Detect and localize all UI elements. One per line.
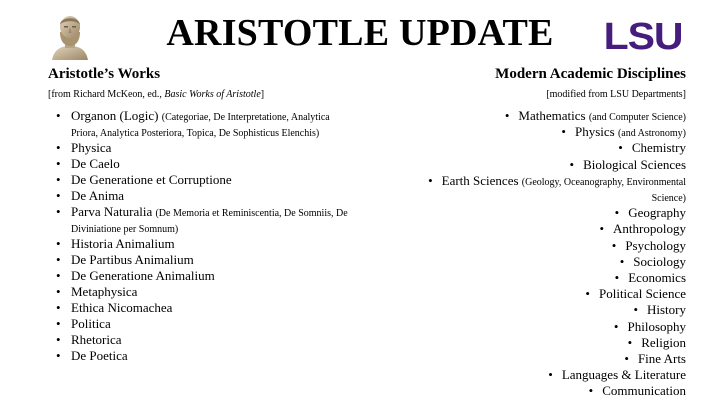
discipline-note: (and Astronomy) (617, 128, 686, 140)
work-title: De Poetica (71, 348, 128, 363)
work-title: Organon (Logic) (71, 108, 159, 123)
source-book-title: Basic Works of Aristotle (164, 89, 261, 100)
bullet-icon: • (56, 140, 61, 155)
list-item (366, 351, 686, 367)
list-item (366, 140, 686, 156)
discipline-name: Fine Arts (637, 351, 686, 367)
bullet-icon: • (614, 270, 620, 286)
list-item (48, 188, 348, 204)
discipline-name: Philosophy (627, 318, 686, 334)
slide-title: ARISTOTLE UPDATE (166, 12, 554, 54)
list-item (48, 140, 348, 156)
bullet-icon: • (619, 253, 625, 269)
list-item (366, 319, 686, 335)
list-item (366, 221, 686, 237)
discipline-name: Physics (574, 124, 615, 140)
bullet-icon: • (624, 351, 629, 367)
list-item (48, 316, 348, 332)
aristotle-works-source (48, 88, 348, 102)
bullet-icon: • (548, 367, 553, 383)
list-item (48, 284, 348, 300)
source-prefix: [from Richard McKeon, ed., (48, 89, 165, 100)
list-item (366, 124, 686, 140)
bullet-icon: • (56, 236, 61, 251)
work-title: De Partibus Animalium (71, 252, 194, 267)
list-item (48, 108, 348, 140)
bullet-icon: • (56, 204, 61, 219)
modern-disciplines-list (366, 108, 686, 400)
discipline-name: Political Science (598, 286, 686, 302)
work-title: De Anima (71, 188, 125, 203)
work-title: De Generatione et Corruptione (71, 172, 232, 187)
modern-disciplines-column (366, 64, 686, 400)
list-item (48, 156, 348, 172)
work-title: Historia Animalium (71, 236, 175, 251)
discipline-name: Psychology (625, 237, 686, 253)
bullet-icon: • (56, 156, 61, 171)
discipline-name: Economics (628, 270, 686, 286)
aristotle-works-heading: Aristotle’s Works (48, 66, 161, 82)
discipline-name: Communication (602, 383, 686, 399)
list-item (48, 236, 348, 252)
list-item (48, 172, 348, 188)
list-item (48, 268, 348, 284)
bullet-icon: • (56, 348, 61, 363)
list-item (366, 157, 686, 173)
list-item (48, 332, 348, 348)
bullet-icon: • (585, 286, 590, 302)
bullet-icon: • (561, 124, 566, 140)
bullet-icon: • (588, 383, 594, 399)
discipline-name: Religion (641, 334, 686, 350)
list-item (366, 270, 686, 286)
work-title: De Caelo (71, 156, 120, 171)
lsu-logo-text: LSU (603, 15, 683, 55)
bullet-icon: • (56, 300, 61, 315)
list-item (366, 108, 686, 124)
discipline-name: Mathematics (518, 108, 586, 123)
list-item (366, 238, 686, 254)
discipline-name: Chemistry (631, 140, 686, 156)
bullet-icon: • (618, 140, 623, 156)
work-subtitle: (Categoriae, De Interpretatione, Analytica Priora, Analytica Posteriora, Topica, De Sophisticus Elenchis) (71, 112, 330, 139)
bullet-icon: • (56, 188, 61, 203)
list-item (48, 252, 348, 268)
modern-disciplines-heading: Modern Academic Disciplines (495, 66, 686, 82)
list-item (366, 286, 686, 302)
bullet-icon: • (627, 334, 633, 350)
lsu-logo (595, 15, 691, 55)
list-item (366, 254, 686, 270)
list-item (366, 367, 686, 383)
discipline-name: History (647, 302, 686, 318)
bullet-icon: • (611, 237, 617, 253)
work-title: Parva Naturalia (71, 204, 153, 219)
bullet-icon: • (613, 318, 619, 334)
aristotle-works-column (48, 64, 348, 364)
bullet-icon: • (614, 205, 620, 221)
work-title: Politica (71, 316, 111, 331)
bullet-icon: • (428, 172, 433, 188)
list-item (366, 173, 686, 205)
bullet-icon: • (56, 316, 61, 331)
discipline-note: (Geology, Oceanography, Environmental Science) (521, 176, 686, 205)
discipline-name: Anthropology (613, 221, 686, 237)
list-item (48, 348, 348, 364)
list-item (366, 383, 686, 399)
bullet-icon: • (56, 268, 61, 283)
bullet-icon: • (599, 221, 605, 237)
list-item (48, 204, 348, 236)
bullet-icon: • (504, 108, 510, 123)
discipline-name: Geography (628, 205, 686, 221)
bullet-icon: • (56, 108, 61, 123)
discipline-note: (and Computer Science) (588, 112, 686, 123)
bullet-icon: • (56, 252, 61, 267)
work-title: De Generatione Animalium (71, 268, 215, 283)
list-item (48, 300, 348, 316)
modern-disciplines-source: [modified from LSU Departments] (546, 89, 686, 100)
source-suffix: ] (260, 89, 265, 100)
bullet-icon: • (56, 172, 61, 187)
work-title: Ethica Nicomachea (71, 300, 173, 315)
work-title: Metaphysica (71, 284, 138, 299)
work-subtitle: (De Memoria et Reminiscentia, De Somniis, De Diviniatione per Somnum) (71, 208, 348, 235)
list-item (366, 335, 686, 351)
bullet-icon: • (569, 156, 575, 172)
bullet-icon: • (633, 302, 638, 318)
bullet-icon: • (56, 284, 61, 299)
discipline-name: Earth Sciences (441, 172, 519, 188)
discipline-name: Sociology (633, 253, 686, 269)
discipline-name: Biological Sciences (583, 156, 686, 172)
list-item (366, 205, 686, 221)
list-item (366, 302, 686, 318)
work-title: Physica (71, 140, 112, 155)
work-title: Rhetorica (71, 332, 122, 347)
discipline-name: Languages & Literature (561, 367, 686, 383)
bullet-icon: • (56, 332, 61, 347)
aristotle-works-list (48, 108, 348, 364)
